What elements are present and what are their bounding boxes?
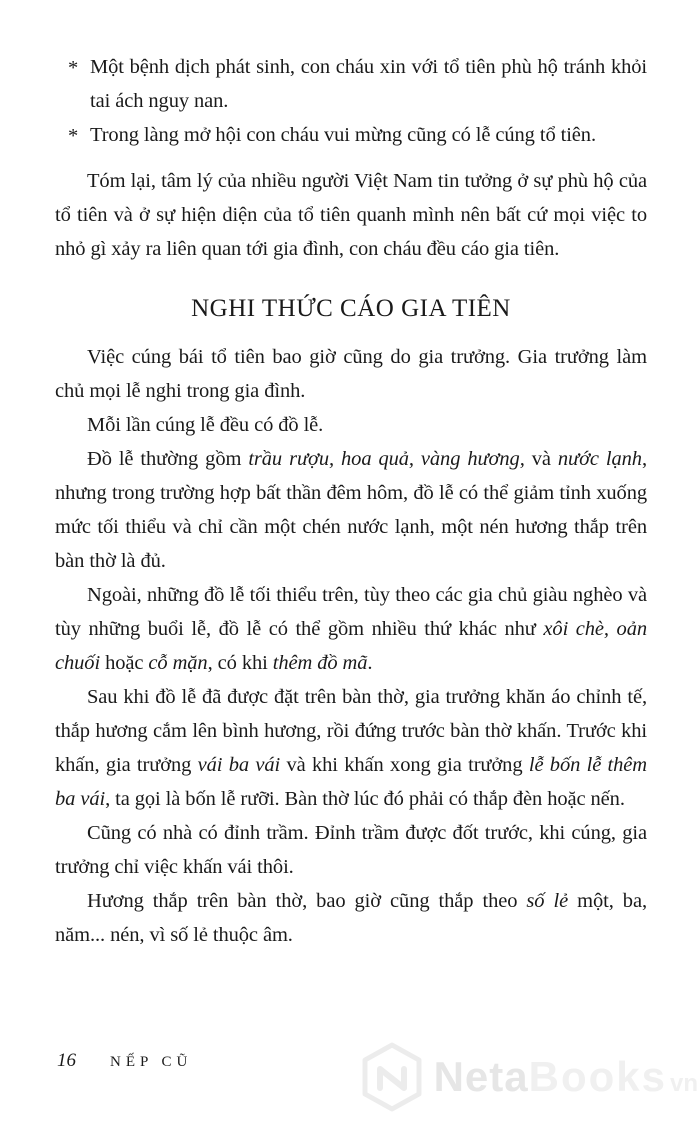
paragraph-summary: Tóm lại, tâm lý của nhiều người Việt Nam tin tưởng ở sự phù hộ của tổ tiên và ở sự hiện diện của tổ tiên quanh mình nên bất cứ mọi việc to nhỏ gì xảy ra liên quan tới gia đình, con cháu đều cáo gia tiên. (55, 170, 647, 260)
bullet-marker: * (68, 57, 79, 79)
list-item (55, 118, 647, 152)
text-run: , có khi (207, 652, 273, 674)
watermark-brand-prefix: Neta (433, 1053, 529, 1100)
text-run: Ngoài, những đồ lễ tối thiểu trên, tùy theo các gia chủ giàu nghèo và tùy những buổi lễ, đồ lễ có thể gồm nhiều thứ khác như (55, 584, 647, 640)
netabooks-watermark (360, 1042, 698, 1112)
paragraph (55, 578, 647, 680)
text-run: Hương thắp trên bàn thờ, bao giờ cũng thắp theo (87, 890, 527, 912)
text-run-italic: thêm đồ mã (272, 652, 368, 674)
text-run-italic: cỗ mặn (148, 652, 208, 674)
list-item-text: Một bệnh dịch phát sinh, con cháu xin với tổ tiên phù hộ tránh khỏi tai ách nguy nan. (90, 56, 647, 112)
watermark-text (434, 1053, 698, 1101)
page-number: 16 (57, 1050, 76, 1071)
text-run-italic: vái ba vái (197, 754, 281, 776)
running-title: NẾP CŨ (110, 1054, 193, 1070)
text-run-italic: trầu rượu, hoa quả, vàng hương, (248, 448, 525, 470)
text-run: và (524, 448, 558, 470)
list-item (55, 50, 647, 118)
paragraph (55, 442, 647, 578)
text-run-italic: nước lạnh (557, 448, 642, 470)
text-run: Sau khi đồ lễ đã được đặt trên bàn thờ, gia trưởng khăn áo chỉnh tế, thắp hương cắm lên bình hương, rồi đứng trước bàn thờ khấn. Trước khi khấn, gia trưởng (55, 686, 647, 776)
bullet-marker: * (68, 125, 79, 147)
paragraph (55, 884, 647, 952)
bullet-list (55, 50, 647, 152)
paragraph: Mỗi lần cúng lễ đều có đồ lễ. (87, 414, 324, 436)
text-run: , ta gọi là bốn lễ rưỡi. Bàn thờ lúc đó phải có thắp đèn hoặc nến. (105, 788, 625, 810)
text-run: Đồ lễ thường gồm (87, 448, 249, 470)
text-run-italic: xôi chè, oản chuối (55, 618, 648, 674)
text-run-italic: số lẻ (526, 890, 569, 912)
watermark-domain: vn (669, 1070, 698, 1097)
text-run-italic: lễ bốn lễ thêm ba vái (55, 754, 647, 810)
text-run: và khi khấn xong gia trưởng (280, 754, 529, 776)
watermark-brand-suffix: Books (528, 1053, 667, 1100)
text-run: , nhưng trong trường hợp bất thần đêm hôm, đồ lễ có thể giảm tỉnh xuống mức tối thiểu và chỉ cần một chén nước lạnh, một nén hương thắp trên bàn thờ là đủ. (55, 448, 647, 572)
paragraph: Cũng có nhà có đỉnh trầm. Đỉnh trầm được đốt trước, khi cúng, gia trưởng chỉ việc khấn vái thôi. (55, 822, 647, 878)
netabooks-hexagon-n-icon (360, 1042, 424, 1112)
paragraph (55, 680, 647, 816)
section-heading: NGHI THỨC CÁO GIA TIÊN (191, 295, 511, 322)
paragraph: Việc cúng bái tổ tiên bao giờ cũng do gia trưởng. Gia trưởng làm chủ mọi lễ nghi trong gia đình. (55, 346, 647, 402)
page-content (55, 50, 647, 952)
text-run: hoặc (100, 652, 149, 674)
page-footer (57, 1050, 192, 1072)
text-run: . (367, 652, 373, 674)
list-item-text: Trong làng mở hội con cháu vui mừng cũng có lễ cúng tổ tiên. (90, 124, 596, 146)
text-run: một, ba, năm... nén, vì số lẻ thuộc âm. (55, 890, 647, 946)
